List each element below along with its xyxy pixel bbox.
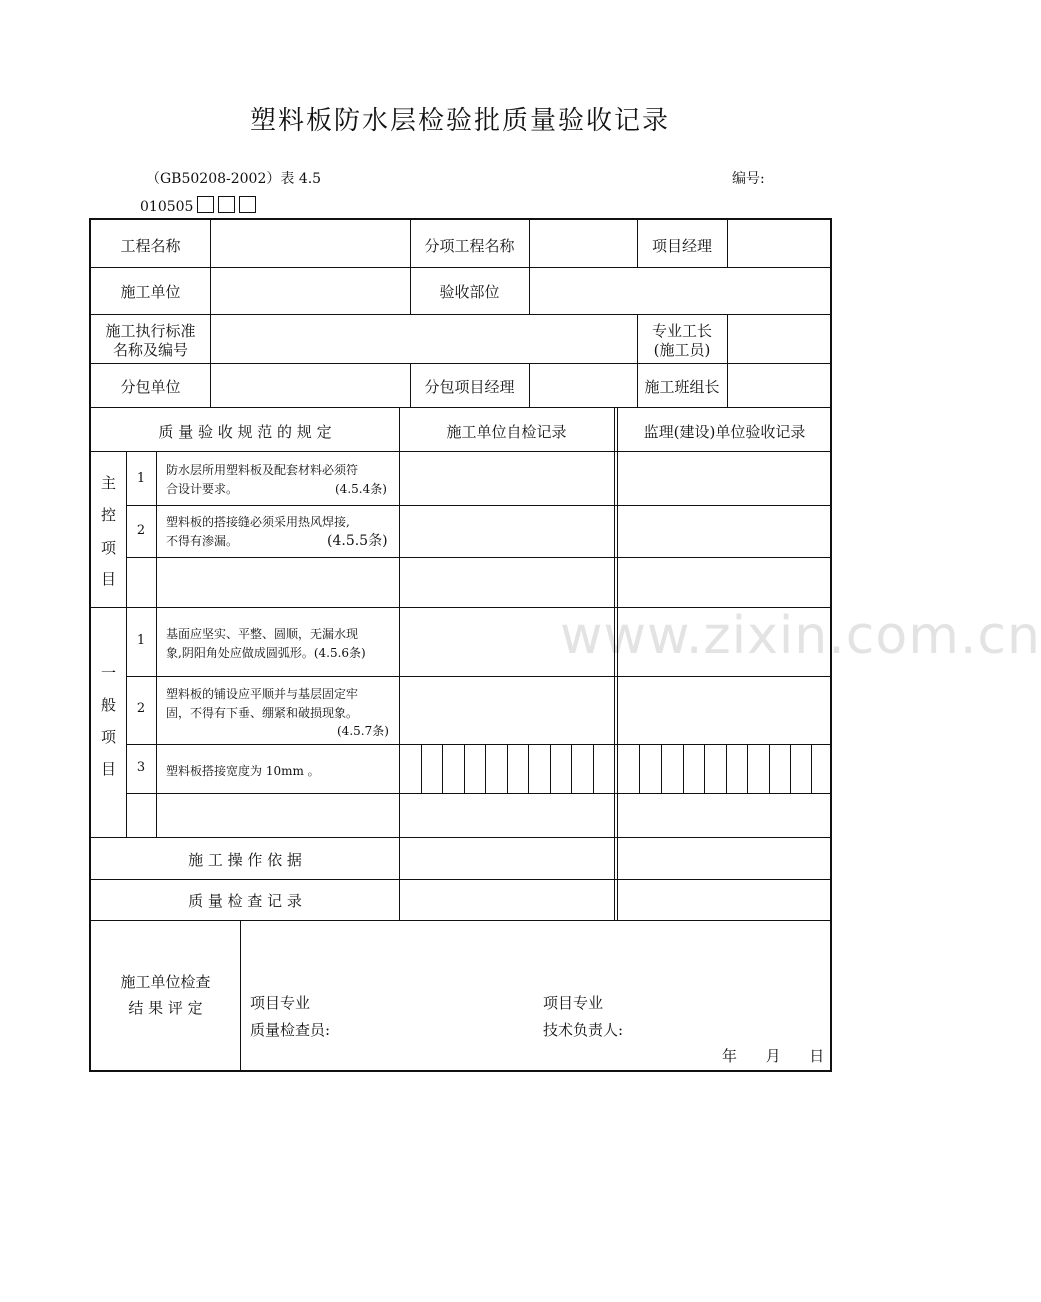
watermark: www.zixin.com.cn <box>560 606 1041 666</box>
result-label-line2: 结 果 评 定 <box>128 999 203 1017</box>
general-item-text-line2: 固，不得有下垂、绷紧和破损现象。 <box>166 706 359 720</box>
main-item-number: 1 <box>136 471 146 486</box>
main-item-ref: (4.5.4条) <box>335 482 387 496</box>
main-control-label-char: 目 <box>100 570 116 588</box>
subcontractor-label: 分包单位 <box>120 378 181 396</box>
page-title: 塑料板防水层检验批质量验收记录 <box>249 106 670 136</box>
self-check-column-header: 施工单位自检记录 <box>446 423 567 441</box>
serial-number-label: 编号: <box>732 171 765 187</box>
general-label-char: 项 <box>100 728 116 746</box>
code-box[interactable] <box>218 196 235 213</box>
quality-record-label: 质 量 检 查 记 录 <box>188 892 302 910</box>
tech-lead-label-line2: 技术负责人: <box>543 1021 624 1039</box>
supervision-column-header: 监理(建设)单位验收记录 <box>643 423 806 441</box>
general-item-number: 1 <box>136 633 146 648</box>
foreman-label-line2: (施工员) <box>653 341 711 359</box>
main-item-text-line1: 防水层所用塑料板及配套材料必须符 <box>166 463 359 477</box>
general-item-text-line1: 塑料板搭接宽度为 10mm 。 <box>166 764 320 778</box>
spec-column-header: 质 量 验 收 规 范 的 规 定 <box>158 423 332 441</box>
sub-project-name-label: 分项工程名称 <box>424 237 515 255</box>
acceptance-part-label: 验收部位 <box>439 283 500 301</box>
main-item-text-line1: 塑料板的搭接缝必须采用热风焊接, <box>166 515 350 529</box>
code-box[interactable] <box>239 196 256 213</box>
main-control-label-char: 控 <box>100 506 116 524</box>
inspector-label-line1: 项目专业 <box>250 994 311 1012</box>
general-item-ref: (4.5.7条) <box>337 724 389 738</box>
standard-label-line1: 施工执行标准 <box>105 322 196 340</box>
standard-ref: （GB50208-2002）表 4.5 <box>146 171 322 187</box>
main-control-label-char: 主 <box>100 474 116 492</box>
main-item-text-line2: 合设计要求。 <box>166 482 239 496</box>
tech-lead-label-line1: 项目专业 <box>543 994 604 1012</box>
general-item-number: 2 <box>136 701 146 716</box>
code-box[interactable] <box>197 196 214 213</box>
main-item-ref: (4.5.5条) <box>327 533 388 549</box>
foreman-label-line1: 专业工长 <box>651 322 712 340</box>
general-label-char: 目 <box>100 760 116 778</box>
project-name-label: 工程名称 <box>120 237 181 255</box>
project-manager-label: 项目经理 <box>651 237 712 255</box>
main-item-number: 2 <box>136 523 146 538</box>
general-label-char: 一 <box>100 664 116 682</box>
form-code <box>140 196 256 215</box>
general-item-number: 3 <box>136 760 146 775</box>
general-item-text-line1: 塑料板的铺设应平顺并与基层固定牢 <box>166 687 359 701</box>
standard-label-line2: 名称及编号 <box>112 341 188 359</box>
team-leader-label: 施工班组长 <box>644 378 720 396</box>
date-label: 年 月 日 <box>722 1047 825 1065</box>
form-code-text: 010505 <box>140 199 194 215</box>
construction-basis-label: 施 工 操 作 依 据 <box>188 851 302 869</box>
main-item-text-line2: 不得有渗漏。 <box>166 534 239 548</box>
result-label-line1: 施工单位检查 <box>120 973 211 991</box>
general-item-text-line2: 象,阴阳角处应做成圆弧形。(4.5.6条) <box>166 646 366 660</box>
general-label-char: 般 <box>100 696 116 714</box>
main-control-label-char: 项 <box>100 539 116 557</box>
general-item-text-line1: 基面应坚实、平整、圆顺，无漏水现 <box>166 627 359 641</box>
inspector-label-line2: 质量检查员: <box>250 1021 331 1039</box>
inspection-form <box>89 218 832 1072</box>
sub-manager-label: 分包项目经理 <box>424 378 515 396</box>
construction-unit-label: 施工单位 <box>120 283 181 301</box>
